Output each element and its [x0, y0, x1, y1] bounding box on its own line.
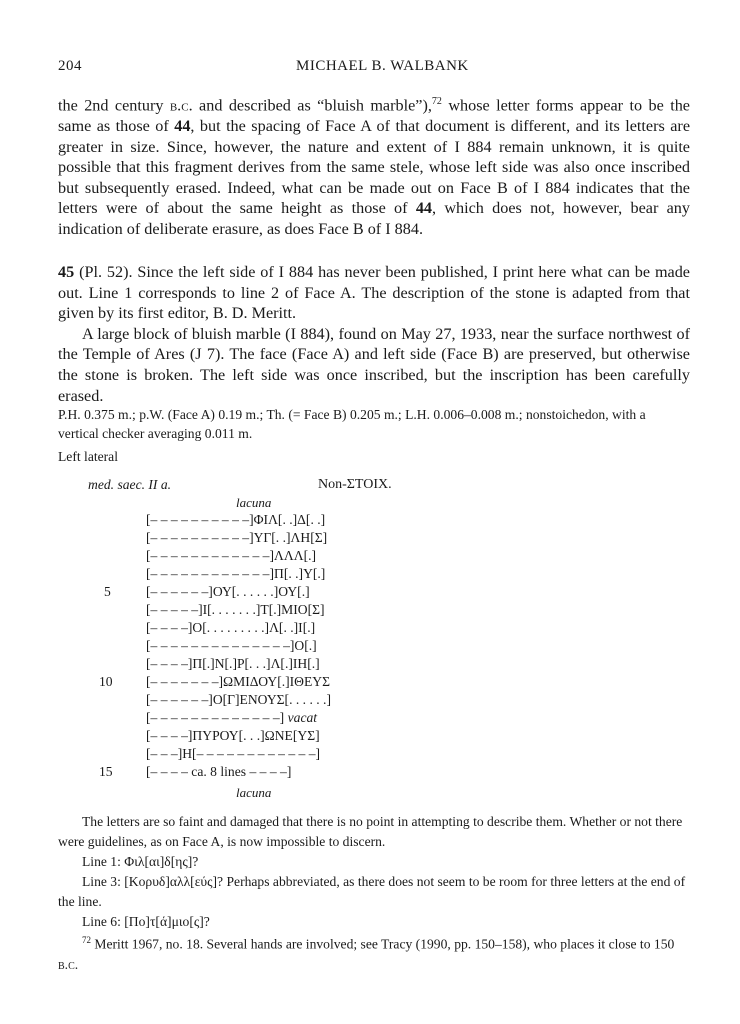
section-label: Left lateral [58, 449, 118, 464]
inscription-line: [– – – – – –]Ο[Γ]ΕΝΟΥΣ[. . . . . .] [146, 692, 331, 707]
lacuna-top: lacuna [236, 495, 272, 510]
inscription-line: [– – – –]Ο[. . . . . . . . .]Λ[. .]Ι[.] [146, 620, 316, 635]
inscription-line: [– – – – – – – – – – – –]ΛΛΛ[.] [146, 548, 317, 563]
measurements: P.H. 0.375 m.; p.W. (Face A) 0.19 m.; Th. (= Face B) 0.205 m.; L.H. 0.006–0.008 m.; nonstoichedon, with a vertical checker averaging 0.011 m. [58, 407, 646, 441]
intro-paragraph: the 2nd century b.c. and described as “bluish marble”),$^{72}$ whose letter forms appear to be the same as those of 44, but the spacing of Face A of that document is different, and its letters are greater in size. Since, however, the nature and extent of I 884 remain unknown, it is quite possible that this fragment derives from the same stele, whose left side was also once inscribed but subsequently erased. Indeed, what can be made out on Face B of I 884 indicates that the letters were of about the same height as those of 44, which does not, however, bear any indication of deliberate erasure, as does Face B of I 884. [58, 96, 690, 238]
inscription-line: [– – – – – – –]ΩΜΙΔΟΥ[.]ΙΘΕΥΣ [146, 674, 331, 689]
line-number-5: 5 [104, 584, 111, 599]
inscription-line: [– – – – – –]ΟΥ[. . . . . .]ΟΥ[.] [146, 584, 310, 599]
inscription-line: [– – – – – – – – – – – – –] vacat [146, 710, 318, 725]
inscription-line: [– – – – –]Ι[. . . . . . .]Τ[.]ΜΙΟ[Σ] [146, 602, 325, 617]
inscription-line: [– – – – – – – – – – – – – –]Ο[.] [146, 638, 317, 653]
commentary-line-3: Line 3: [Κορυδ]αλλ[εύς]? Perhaps abbreviated, as there does not seem to be room for three letters at the end of the line. [58, 874, 686, 909]
inscription-style: Non-ΣΤΟΙΧ. [318, 477, 392, 492]
stone-description: A large block of bluish marble (I 884), found on May 27, 1933, near the surface northwest of the Temple of Ares (J 7). The face (Face A) and left side (Face B) are preserved, but otherwise the stone is broken. The left side was once inscribed, but the inscription has been carefully erased. [58, 324, 690, 405]
entry-paragraphs: 45 (Pl. 52). Since the left side of I 884 has never been published, I print here what can be made out. Line 1 corresponds to line 2 of Face A. The description of the stone is adapted from that given by its first editor, B. D. Meritt. A large block of bluish marble (I 884), found on May 27, 1933, near the surface northwest of the Temple of Ares (J 7). The face (Face A) and left side (Face B) are preserved, but otherwise the stone is broken. The left side was once inscribed, but the inscription has been carefully erased. [58, 263, 690, 405]
footnote: $^{72}$ Meritt 1967, no. 18. Several hands are involved; see Tracy (1990, pp. 150–158), who places it close to 150 b.c. [58, 935, 675, 972]
vacat-label: vacat [287, 710, 318, 725]
inscription-line: [– – – – – – – – – –]ΥΓ[. .]ΛΗ[Σ] [146, 530, 328, 545]
line-number-10: 10 [99, 674, 113, 689]
inscription-line: [– – – – ca. 8 lines – – – –] [146, 764, 292, 779]
entry-number: 45 [58, 263, 75, 281]
footnote-marker: 72 [82, 935, 91, 945]
inscription-line: [– – –]Η[– – – – – – – – – – – –] [146, 746, 321, 761]
line-number-15: 15 [99, 764, 113, 779]
inscription-line: [– – – – – – – – – –]ΦΙΛ[. .]Δ[. .] [146, 512, 326, 527]
inscription-line: [– – – – – – – – – – – –]Π[. .]Υ[.] [146, 566, 326, 581]
commentary-paragraph: The letters are so faint and damaged that there is no point in attempting to describe them. Whether or not there were guidelines, as on Face A, is now impossible to discern. [58, 814, 683, 849]
commentary-line-6: Line 6: [Πο]τ[ά]μιο[ς]? [82, 914, 210, 929]
inscription-line: [– – – –]ΠΥΡΟΥ[. . .]ΩΝΕ[ΥΣ] [146, 728, 320, 743]
commentary-line-1: Line 1: Φιλ[αι]δ[ης]? [82, 854, 199, 869]
inscription-line: [– – – –]Π[.]Ν[.]Ρ[. . .]Λ[.]ΙΗ[.] [146, 656, 320, 671]
page-number: 204 [58, 58, 82, 74]
running-head-author: MICHAEL B. WALBANK [296, 58, 469, 74]
lacuna-bottom: lacuna [236, 785, 272, 800]
inscription-date: med. saec. II a. [88, 477, 172, 492]
footnote-ref[interactable]: 72 [431, 96, 442, 107]
commentary [58, 812, 690, 932]
